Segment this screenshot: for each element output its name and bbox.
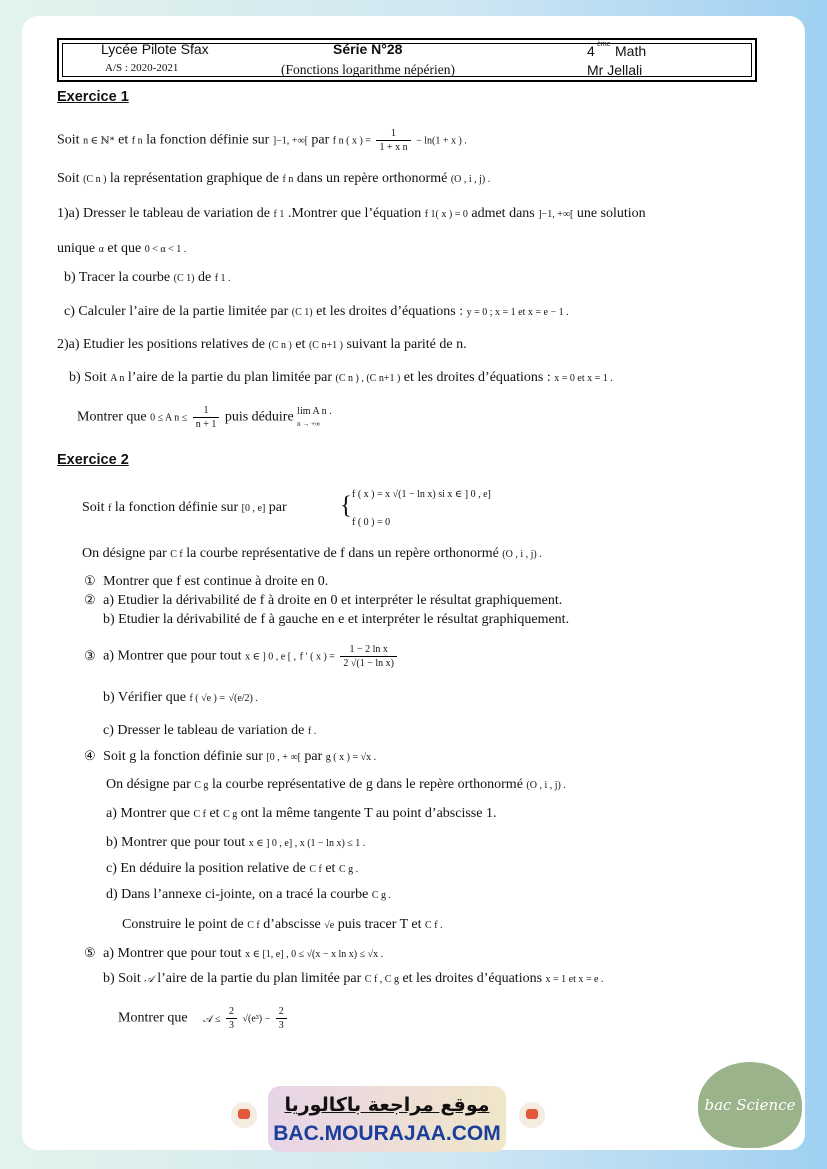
badge-text: bac Science (704, 1096, 796, 1114)
text: et que (107, 241, 142, 256)
math-inequality: 𝒜 ≤ (203, 1013, 221, 1025)
ex2-q4e (122, 917, 443, 933)
math-f1: f 1 (273, 209, 285, 220)
math-An: A n (110, 373, 125, 384)
text: b) Tracer la courbe (64, 270, 171, 285)
math-Cg: C g (194, 780, 209, 791)
text: la fonction définie sur (114, 500, 239, 515)
school-name: Lycée Pilote Sfax (101, 41, 209, 57)
text: l’aire de la partie du plan limitée par (157, 971, 362, 986)
math-fraction (193, 404, 220, 431)
text: par (311, 132, 330, 148)
math-equations: x = 1 et x = e . (545, 974, 604, 985)
text: une solution (576, 206, 646, 221)
ex2-q3c (103, 723, 316, 739)
text: par (304, 749, 323, 764)
fraction-numerator: 2 (276, 1005, 287, 1019)
footer-arabic-title (268, 1094, 506, 1116)
math-Cn: (C n ) (268, 340, 292, 351)
math-Cf: C f (170, 549, 183, 560)
serie-topic: (Fonctions logarithme népérien) (281, 62, 455, 77)
math-interval: ]−1, +∞[ (272, 135, 308, 147)
math-repere: (O , i , j) . (502, 549, 542, 560)
ex1-q1a-cont (57, 241, 186, 257)
document-header (57, 38, 757, 82)
math-sqrt-e: √e (324, 920, 335, 931)
fraction-numerator: 2 (226, 1005, 237, 1019)
text: et (295, 337, 306, 352)
ex2-q2b: b) Etudier la dérivabilité de f à gauche en e et interpréter le résultat graphiquement. (103, 612, 570, 627)
math-equation: f 1( x ) = 0 (424, 209, 468, 220)
system-brace: { (340, 492, 352, 519)
text: Soit (82, 500, 105, 515)
text: a) Etudier la dérivabilité de f à droite en 0 et interpréter le résultat graphiquement. (103, 593, 563, 608)
text: Soit g la fonction définie sur (103, 749, 263, 764)
text: et les droites d’équations : (316, 304, 464, 319)
text: Montrer que f est continue à droite en 0. (103, 574, 329, 589)
text: d) Dans l’annexe ci-jointe, on a tracé la courbe (106, 887, 369, 902)
text: ont la même tangente T au point d’abscisse 1. (240, 806, 497, 821)
text: a) Montrer que pour tout (103, 946, 242, 961)
ex2-q2a (84, 592, 562, 609)
text: unique (57, 241, 96, 256)
math-Cf: C f (309, 864, 322, 875)
math-f1: f 1 . (214, 273, 231, 284)
text: b) Soit (69, 370, 107, 385)
math-area-A: 𝒜 (144, 974, 154, 985)
ex2-q5a (84, 945, 383, 962)
text: suivant la parité de n. (346, 337, 467, 352)
circled-number-4: ④ (84, 748, 96, 763)
math-curves: (C n ) , (C n+1 ) (335, 373, 401, 384)
class-superscript: ème (597, 41, 611, 48)
site-logo-right (519, 1102, 545, 1128)
math-equations: x = 0 et x = 1 . (554, 373, 613, 384)
math-fraction (276, 1005, 287, 1032)
school-year: A/S : 2020-2021 (105, 62, 179, 74)
ex2-q4-curve (106, 777, 566, 793)
math-Cf: C f . (425, 920, 443, 931)
math-ln-tail: − ln(1 + x ) . (416, 135, 467, 147)
text: puis déduire (224, 409, 294, 425)
fraction-numerator: 1 (193, 404, 220, 418)
ex2-q4 (84, 748, 376, 765)
fraction-denominator: 3 (278, 1020, 284, 1031)
text: la représentation graphique de (109, 171, 280, 186)
math-interval: [0 , + ∞[ (266, 752, 301, 763)
text: la fonction définie sur (146, 132, 270, 148)
text: et (118, 132, 129, 148)
math-Cg: C g . (338, 864, 359, 875)
circled-number-1: ① (84, 573, 96, 588)
footer-banner[interactable] (268, 1086, 506, 1152)
ex1-q1b (64, 270, 231, 286)
ex2-q1 (84, 573, 328, 590)
math-repere: (O , i , j) . (450, 174, 491, 185)
ex2-q4c (106, 861, 358, 877)
class-number: 4 (587, 43, 595, 59)
math-sqrt-e-cubed: √(e³) − (242, 1013, 271, 1025)
fraction-denominator: n + 1 (195, 419, 217, 430)
math-C1: (C 1) (291, 307, 313, 318)
text: Montrer que (118, 1010, 188, 1026)
exercise-1-title: Exercice 1 (57, 89, 129, 105)
text: Soit (57, 132, 80, 148)
text: Montrer que (77, 409, 147, 425)
text: puis tracer T et (337, 917, 422, 932)
text: la courbe représentative de g dans le repère orthonormé (211, 777, 523, 792)
text: et les droites d’équations : (403, 370, 551, 385)
text: c) Calculer l’aire de la partie limitée par (64, 304, 289, 319)
ex1-line-curve (57, 171, 490, 187)
text: b) Montrer que pour tout (106, 835, 246, 850)
circled-number-3: ③ (84, 647, 96, 663)
ex2-line-definition (82, 500, 287, 516)
ex2-q4d (106, 887, 391, 903)
bac-science-badge (698, 1062, 802, 1148)
site-logo-left (231, 1102, 257, 1128)
math-repere: (O , i , j) . (526, 780, 566, 791)
circled-number-5: ⑤ (84, 945, 96, 960)
math-limit (297, 406, 331, 430)
text: c) Dresser le tableau de variation de (103, 723, 305, 738)
footer-url-link[interactable]: BAC.MOURAJAA.COM (273, 1122, 501, 1145)
math-fn: f n (131, 135, 143, 147)
ex1-q2c (77, 404, 332, 431)
text: admet dans (471, 206, 535, 221)
class-name: Math (615, 43, 647, 59)
text: On désigne par (106, 777, 191, 792)
math-fn-lhs: f n ( x ) = (332, 135, 371, 147)
math-g: g ( x ) = √x . (325, 752, 377, 763)
text: par (268, 500, 287, 515)
text: Soit (57, 171, 80, 186)
exercise-2-title: Exercice 2 (57, 452, 129, 468)
math-inequality: x ∈ ] 0 , e] , x (1 − ln x) ≤ 1 . (248, 838, 366, 849)
math-f-sqrt-e: f ( √e ) = (189, 693, 225, 704)
text: Construire le point de (122, 917, 244, 932)
math-inequality: 0 < α < 1 . (144, 244, 187, 255)
text: dans un repère orthonormé (296, 171, 448, 186)
math-Cg: C g (223, 809, 238, 820)
text: la courbe représentative de f dans un repère orthonormé (186, 546, 499, 561)
fraction-numerator: 1 − 2 ln x (340, 643, 397, 657)
math-Cn: (C n ) (83, 174, 107, 185)
ex2-q5b (103, 971, 603, 987)
ex2-line-curve (82, 546, 542, 562)
limit-subscript: n → +∞ (297, 419, 321, 428)
text: et (325, 861, 336, 876)
math-f: f . (307, 726, 317, 737)
ex2-q4b (106, 835, 365, 851)
math-inequality: x ∈ [1, e] , 0 ≤ √(x − x ln x) ≤ √x . (245, 949, 384, 960)
text: d’abscisse (263, 917, 321, 932)
fraction-denominator: 1 + x n (379, 142, 408, 153)
math-sqrt-e-over-2: √(e/2) . (228, 693, 258, 704)
math-fraction (376, 127, 410, 154)
math-inequality: 0 ≤ A n ≤ (150, 412, 188, 424)
math-derivative-lhs: f ′ ( x ) = (299, 651, 335, 663)
ex1-q1a (57, 206, 646, 222)
math-interval: ]−1, +∞[ (538, 209, 574, 220)
text: de (197, 270, 212, 285)
math-fraction (340, 643, 397, 670)
math-interval: [0 , e] (241, 503, 266, 514)
math-f: f (108, 503, 112, 514)
fraction-denominator: 2 √(1 − ln x) (343, 658, 394, 669)
serie-number: Série N°28 (333, 41, 403, 57)
ex2-q3a (84, 643, 399, 670)
text: et les droites d’équations (402, 971, 543, 986)
math-Cn1: (C n+1 ) (308, 340, 343, 351)
circled-number-2: ② (84, 592, 96, 607)
text: b) Soit (103, 971, 141, 986)
text: b) Vérifier que (103, 690, 186, 705)
text: et (209, 806, 220, 821)
ex2-q5c (118, 1005, 289, 1032)
fraction-denominator: 3 (229, 1020, 235, 1031)
teacher-name: Mr Jellali (587, 62, 643, 78)
text: l’aire de la partie du plan limitée par (127, 370, 332, 385)
ex2-q3b (103, 690, 258, 706)
ex1-q2b (69, 370, 613, 386)
math-alpha: α (98, 244, 104, 255)
ex2-q4a (106, 806, 496, 822)
math-n-in-N: n ∈ ℕ* (83, 135, 115, 147)
limit-expression: lim A n . (297, 405, 332, 417)
text: a) Montrer que (106, 806, 190, 821)
math-Cf: C f (247, 920, 260, 931)
system-line-2: f ( 0 ) = 0 (352, 517, 391, 528)
text: 1)a) Dresser le tableau de variation de (57, 206, 271, 221)
math-fraction (226, 1005, 237, 1032)
ex1-line-definition (57, 127, 467, 154)
math-fn: f n (282, 174, 294, 185)
ex1-q2a (57, 337, 467, 353)
math-curves: C f , C g (364, 974, 399, 985)
math-C1: (C 1) (173, 273, 195, 284)
text: a) Montrer que pour tout (103, 648, 242, 664)
footer-arabic-text: موقع مراجعة باكالوريا (284, 1094, 490, 1116)
text: .Montrer que l’équation (287, 206, 422, 221)
text: 2)a) Etudier les positions relatives de (57, 337, 265, 352)
ex1-q1c (64, 304, 569, 320)
text: c) En déduire la position relative de (106, 861, 306, 876)
text: On désigne par (82, 546, 167, 561)
math-Cf: C f (193, 809, 206, 820)
math-Cg: C g . (371, 890, 392, 901)
system-line-1: f ( x ) = x √(1 − ln x) si x ∈ ] 0 , e] (352, 489, 491, 500)
fraction-numerator: 1 (376, 127, 410, 141)
math-domain: x ∈ ] 0 , e [ , (245, 651, 297, 663)
math-equations: y = 0 ; x = 1 et x = e − 1 . (466, 307, 569, 318)
